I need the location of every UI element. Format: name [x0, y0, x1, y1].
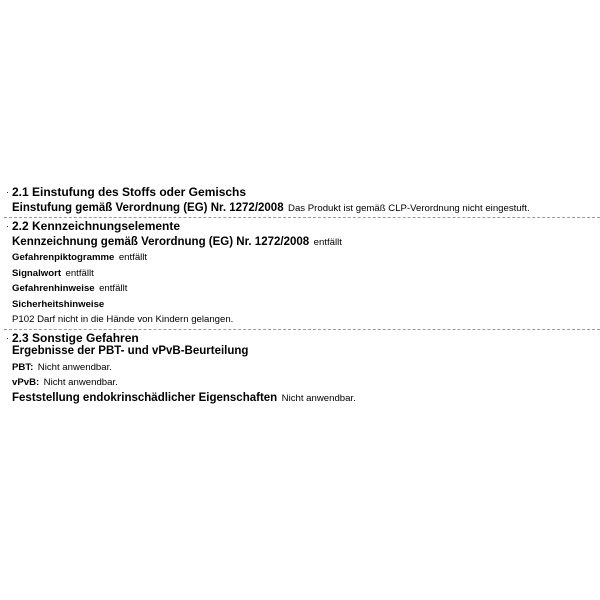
labelling-label: Kennzeichnung gemäß Verordnung (EG) Nr. 1272/2008 [12, 235, 310, 248]
section-2-2 [4, 220, 600, 327]
classification-value: Das Produkt ist gemäß CLP-Verordnung nicht eingestuft. [288, 202, 530, 214]
pbt-label: PBT: [12, 361, 34, 373]
section-2-3 [4, 332, 600, 406]
signal-word-label: Signalwort [12, 267, 62, 279]
pictograms-label: Gefahrenpiktogramme [12, 252, 115, 263]
section-divider [4, 217, 600, 218]
assessment-label: Ergebnisse der PBT- und vPvB-Beurteilung [12, 345, 249, 357]
vpvb-value: Nicht anwendbar. [43, 377, 118, 388]
section-marker: · [6, 332, 9, 343]
section-heading: 2.3 Sonstige Gefahren [12, 330, 139, 345]
endocrine-label: Feststellung endokrinschädlicher Eigenschaften [12, 391, 278, 404]
precautionary-value: P102 Darf nicht in die Hände von Kindern gelangen. [12, 314, 234, 325]
classification-label: Einstufung gemäß Verordnung (EG) Nr. 1272/2008 [12, 201, 284, 214]
section-2-1 [4, 186, 600, 215]
section-divider [4, 329, 600, 330]
section-marker: · [6, 221, 9, 231]
precautionary-label: Sicherheitshinweise [12, 298, 105, 310]
labelling-value: entfällt [313, 236, 342, 248]
section-marker: · [6, 187, 9, 197]
signal-word-value: entfällt [65, 267, 94, 279]
pictograms-value: entfällt [118, 252, 148, 263]
endocrine-value: Nicht anwendbar. [281, 392, 356, 404]
hazard-statements-value: entfällt [99, 283, 128, 294]
vpvb-label: vPvB: [12, 377, 40, 388]
pbt-value: Nicht anwendbar. [37, 361, 112, 373]
hazard-statements-label: Gefahrenhinweise [12, 283, 95, 294]
section-heading: 2.1 Einstufung des Stoffs oder Gemischs [12, 185, 247, 199]
section-heading: 2.2 Kennzeichnungselemente [12, 219, 181, 233]
sds-section-2 [4, 186, 600, 405]
